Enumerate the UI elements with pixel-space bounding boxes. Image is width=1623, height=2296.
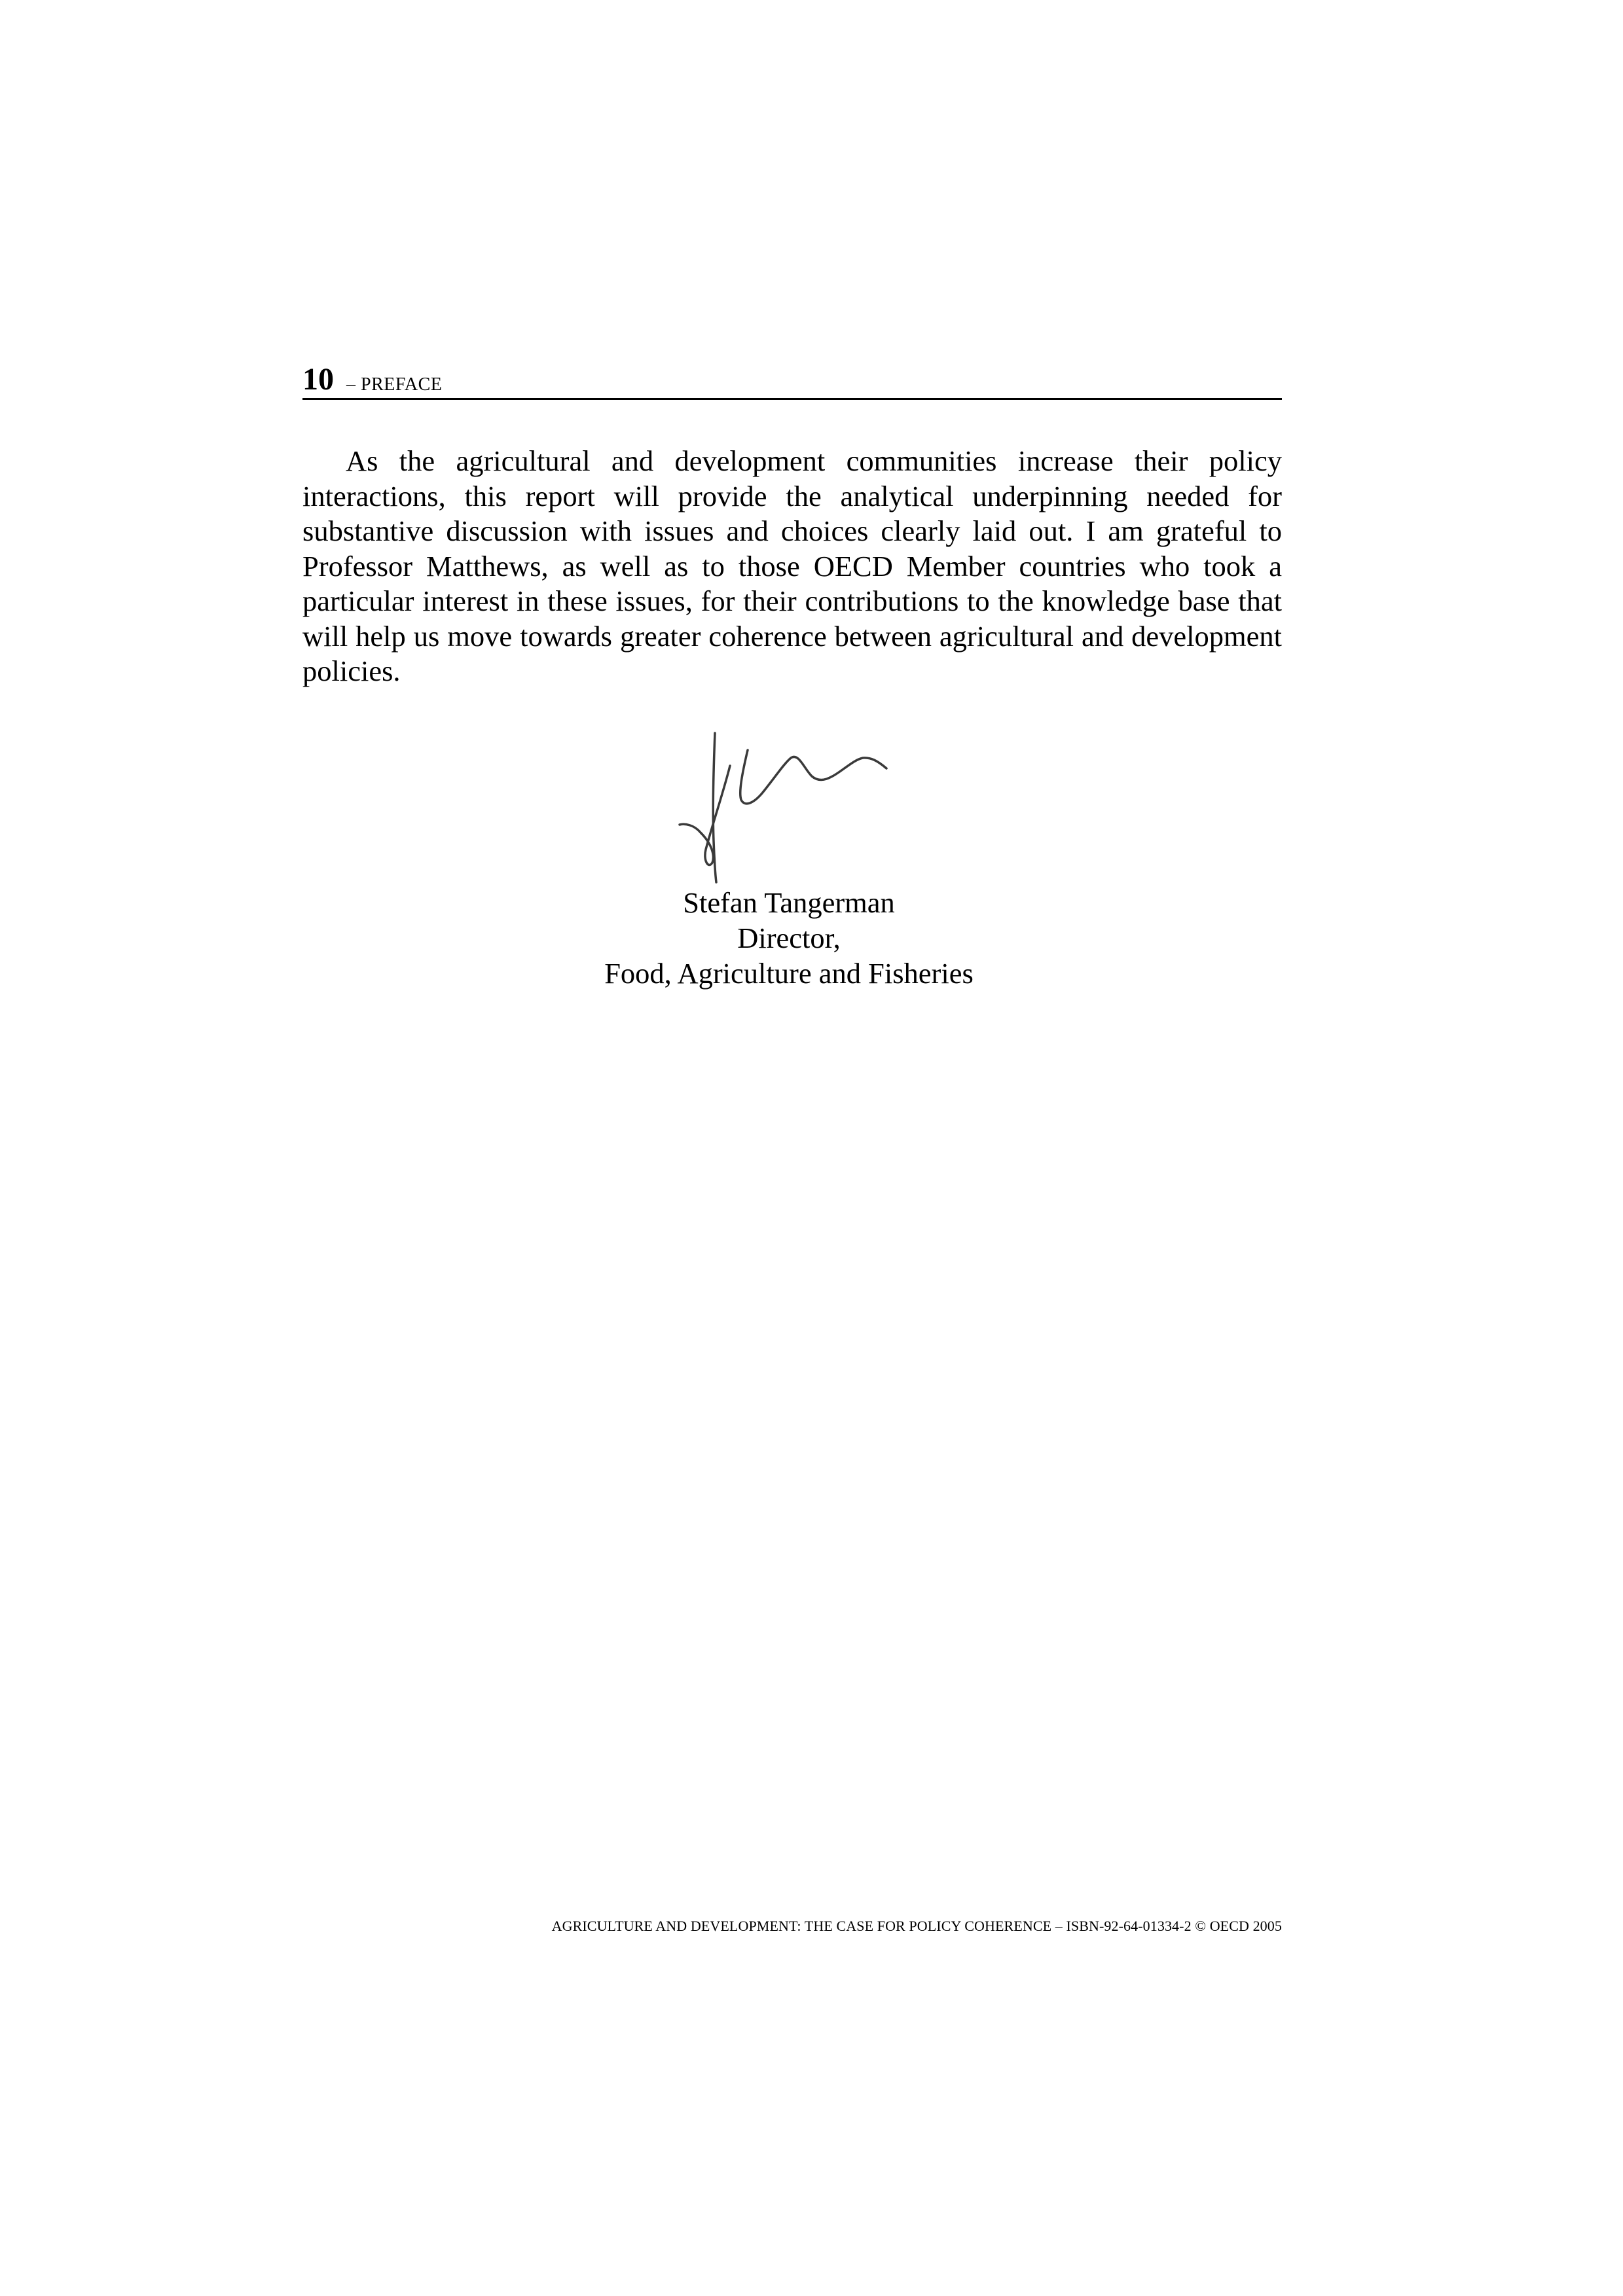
page-footer: AGRICULTURE AND DEVELOPMENT: THE CASE FOR POLICY COHERENCE – ISBN-92-64-01334-2 © OECD 2005 bbox=[551, 1918, 1282, 1934]
page-number: 10 bbox=[302, 362, 334, 397]
signature-drawing bbox=[674, 726, 910, 884]
page-header bbox=[302, 359, 1282, 400]
signature-block bbox=[458, 885, 1120, 991]
signatory-department: Food, Agriculture and Fisheries bbox=[604, 957, 974, 990]
signatory-title: Director, bbox=[737, 922, 841, 954]
section-label: – PREFACE bbox=[346, 374, 443, 395]
handwritten-signature bbox=[674, 726, 910, 884]
signatory-name: Stefan Tangerman bbox=[683, 886, 895, 919]
preface-paragraph: As the agricultural and development communities increase their policy interactions, this report will provide the analytical underpinning needed for substantive discussion with issues and choices clearly laid out. I am grateful to Professor Matthews, as well as to those OECD Member countries who took a particular interest in these issues, for their contributions to the knowledge base that will help us move towards greater coherence between agricultural and development policies. bbox=[302, 444, 1282, 687]
